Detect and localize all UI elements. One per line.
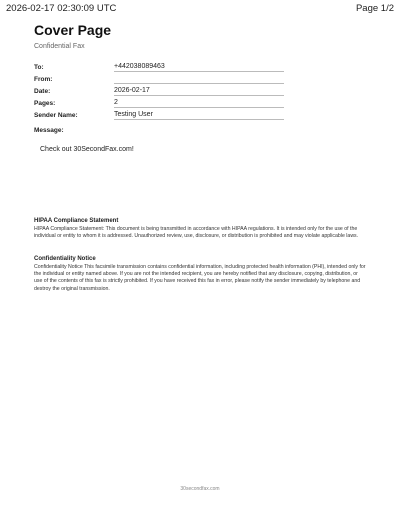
fax-fields bbox=[34, 61, 284, 121]
print-header bbox=[6, 3, 394, 15]
message-label: Message: bbox=[34, 127, 64, 134]
field-row-date bbox=[34, 85, 284, 97]
sender-name-label: Sender Name: bbox=[34, 111, 78, 119]
confidentiality-section bbox=[34, 256, 366, 293]
hipaa-section bbox=[34, 218, 366, 240]
message-text: Check out 30SecondFax.com! bbox=[40, 146, 134, 153]
date-value: 2026-02-17 bbox=[114, 86, 284, 96]
sender-name-value: Testing User bbox=[114, 110, 284, 120]
cover-content bbox=[34, 22, 364, 153]
confidentiality-title: Confidentiality Notice bbox=[34, 256, 96, 262]
pages-value: 2 bbox=[114, 98, 284, 108]
print-timestamp: 2026-02-17 02:30:09 UTC bbox=[6, 3, 117, 14]
confidentiality-text: Confidentiality Notice This facsimile transmission contains confidential information, including protected health information (PHI), intended only for the individual or entity named above. If you are not the intended recipient, you are hereby notified that any disclosure, copying, distribution, or use of the contents of this fax is strictly prohibited. If you have received this fax in error, please notify the sender immediately by telephone and destroy the original transmission. bbox=[34, 264, 366, 292]
field-row-to bbox=[34, 61, 284, 73]
field-row-sender bbox=[34, 109, 284, 121]
from-label: From: bbox=[34, 75, 53, 83]
pages-label: Pages: bbox=[34, 99, 56, 107]
to-value: +442038089463 bbox=[114, 62, 284, 72]
field-row-pages bbox=[34, 97, 284, 109]
field-row-from bbox=[34, 73, 284, 85]
date-label: Date: bbox=[34, 87, 51, 95]
hipaa-text: HIPAA Compliance Statement: This document is being transmitted in accordance with HIPAA regulations. It is intended only for the use of the individual or entity to whom it is addressed. Unauthorized review, use, disclosure, or distribution is prohibited and may violate applicable laws. bbox=[34, 226, 359, 240]
from-value bbox=[114, 74, 284, 84]
hipaa-title: HIPAA Compliance Statement bbox=[34, 218, 119, 224]
page-title: Cover Page bbox=[34, 22, 112, 38]
footer-site: 30secondfax.com bbox=[180, 486, 220, 492]
to-label: To: bbox=[34, 63, 44, 71]
page-indicator: Page 1/2 bbox=[355, 3, 394, 14]
page-subtitle: Confidential Fax bbox=[34, 43, 85, 50]
